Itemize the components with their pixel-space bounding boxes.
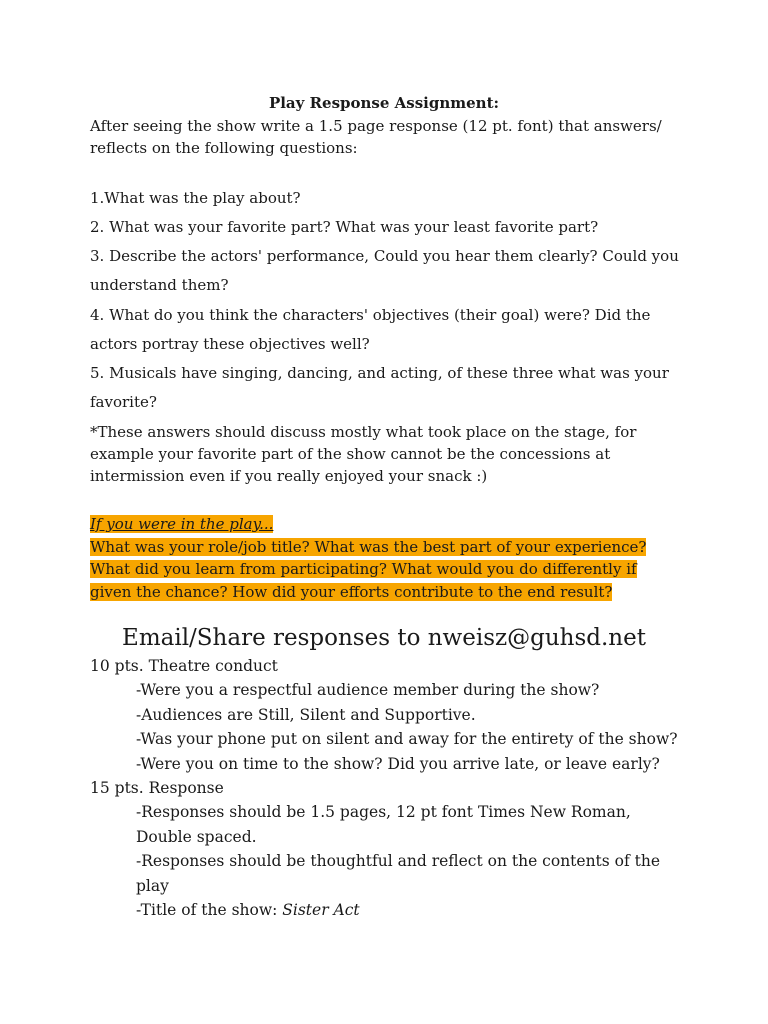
- response-item: -Responses should be 1.5 pages, 12 pt font Times New Roman, Double spaced.: [136, 803, 631, 846]
- page-title: Play Response Assignment:: [268, 94, 500, 112]
- grading-section: [90, 654, 690, 922]
- question-4: 4. What do you think the characters' objectives (their goal) were? Did the actors portray these objectives well?: [90, 306, 651, 353]
- conduct-heading: 10 pts. Theatre conduct: [90, 657, 278, 675]
- question-3: 3. Describe the actors' performance, Could you hear them clearly? Could you understand them?: [90, 247, 679, 294]
- show-title: Sister Act: [282, 901, 360, 920]
- conduct-item: -Were you a respectful audience member during the show?: [136, 681, 600, 700]
- conduct-item: -Was your phone put on silent and away for the entirety of the show?: [136, 730, 678, 749]
- response-heading: 15 pts. Response: [90, 779, 224, 798]
- question-5: 5. Musicals have singing, dancing, and acting, of these three what was your favorite?: [90, 364, 669, 411]
- conduct-item: -Were you on time to the show? Did you arrive late, or leave early?: [136, 754, 660, 773]
- conduct-item: -Audiences are Still, Silent and Supportive.: [136, 705, 476, 724]
- if-in-play-text: What was your role/job title? What was the best part of your experience? What did you learn from participating? What would you do differently if given the chance? How did your efforts contribute to the end result?: [90, 537, 647, 601]
- show-title-line: [90, 898, 690, 922]
- if-in-play-heading: If you were in the play...: [90, 515, 274, 533]
- question-2: 2. What was your favorite part? What was your least favorite part?: [90, 218, 599, 236]
- note-paragraph: *These answers should discuss mostly what took place on the stage, for example your favorite part of the show cannot be the concessions at intermission even if you really enjoyed your snack :): [90, 423, 637, 485]
- if-in-play-section: [90, 513, 680, 603]
- email-line: Email/Share responses to nweisz@guhsd.net: [122, 625, 646, 651]
- question-1: 1.What was the play about?: [90, 189, 301, 207]
- intro-paragraph: After seeing the show write a 1.5 page response (12 pt. font) that answers/ reflects on the following questions:: [90, 117, 662, 157]
- response-item: -Responses should be thoughtful and reflect on the contents of the play: [136, 852, 661, 895]
- show-title-label: -Title of the show:: [136, 901, 283, 920]
